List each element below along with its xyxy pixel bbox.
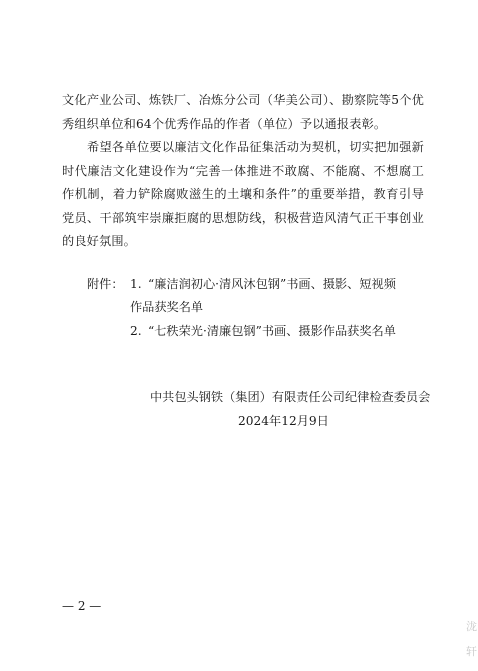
edge-watermark-char-2: 轩 (466, 645, 477, 658)
issuing-organization: 中共包头钢铁（集团）有限责任公司纪律检查委员会 (150, 390, 431, 404)
attachment-1-title: “廉洁润初心·清风沐包钢”书画、摄影、短视频 (148, 277, 396, 291)
page-number: — 2 — (62, 599, 102, 613)
body-paragraph-1: 文化产业公司、炼铁厂、冶炼分公司（华美公司）、勘察院等5个优秀组织单位和64个优秀作品的作者（单位）予以通报表彰。 (62, 93, 424, 131)
attachment-2-number: 2. (130, 324, 142, 338)
attachment-2-title: “七秩荣光·清廉包钢”书画、摄影作品获奖名单 (148, 324, 396, 338)
attachment-1-title-continued: 作品获奖名单 (130, 300, 204, 314)
attachment-1-number: 1. (130, 277, 142, 291)
attachment-label: 附件： (87, 277, 124, 291)
edge-watermark-char-1: 泷 (466, 620, 477, 633)
body-paragraph-2: 希望各单位要以廉洁文化作品征集活动为契机，切实把加强新时代廉洁文化建设作为“完善一体推进不敢腐、不能腐、不想腐工作机制，着力铲除腐败滋生的土壤和条件”的重要举措，教育引导党员、干部筑牢崇廉拒腐的思想防线，积极营造风清气正干事创业的良好氛围。 (62, 140, 424, 248)
issue-date: 2024年12月9日 (238, 414, 329, 428)
